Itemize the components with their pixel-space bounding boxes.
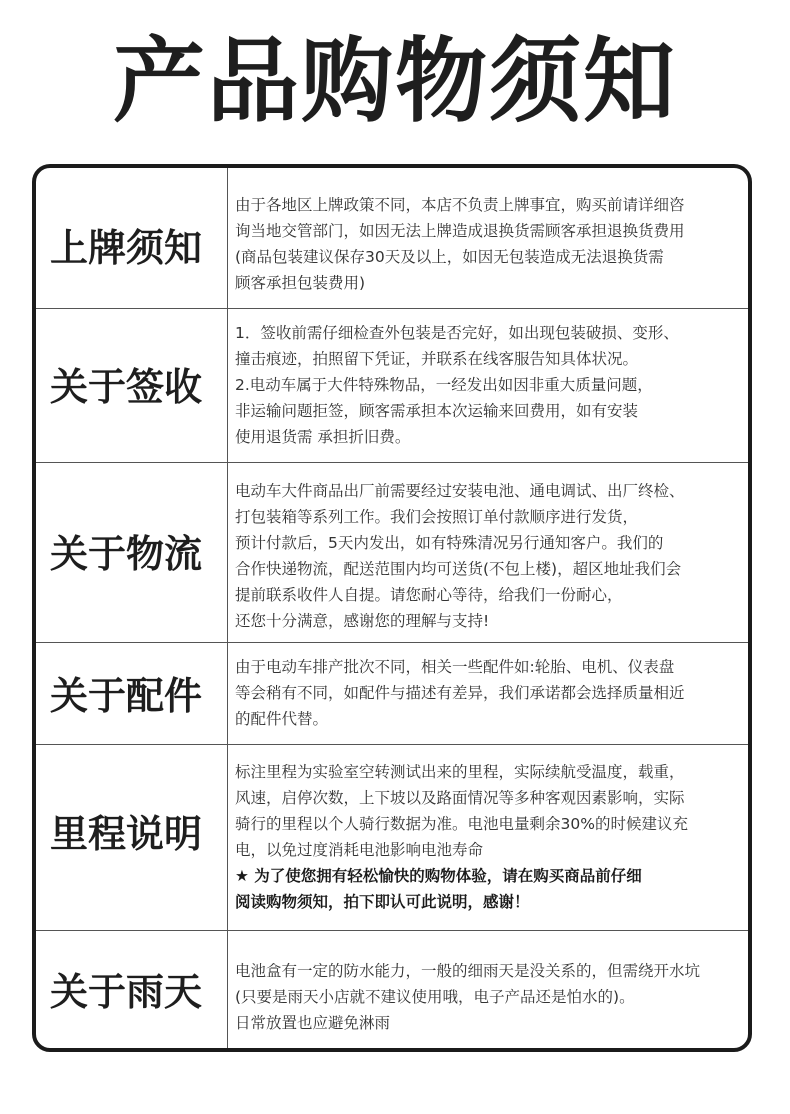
highlight-line: 阅读购物须知，拍下即认可此说明，感谢！ — [235, 893, 530, 911]
section-body-accessories — [235, 654, 743, 732]
section-heading-accessories: 关于配件 — [50, 674, 203, 718]
section-body-logistics — [235, 478, 743, 634]
text-line: 由于电动车排产批次不同，相关一些配件如:轮胎、电机、仪表盘 — [235, 658, 675, 676]
column-divider — [227, 463, 228, 642]
section-heading-mileage: 里程说明 — [50, 812, 203, 856]
section-heading-logistics: 关于物流 — [50, 532, 203, 576]
section-heading-rain: 关于雨天 — [50, 970, 203, 1014]
text-line: 询当地交管部门，如因无法上牌造成退换货需顾客承担退换货费用 — [235, 222, 685, 240]
text-line: 提前联系收件人自提。请您耐心等待，给我们一份耐心， — [235, 586, 623, 604]
text-line: 电，以免过度消耗电池影响电池寿命 — [235, 841, 484, 859]
section-divider — [36, 642, 748, 643]
notice-box — [32, 164, 752, 1052]
text-line: 非运输问题拒签，顾客需承担本次运输来回费用，如有安装 — [235, 402, 639, 420]
text-line: 还您十分满意，感谢您的理解与支持! — [235, 612, 490, 630]
section-body-mileage — [235, 759, 743, 915]
text-line: 1．签收前需仔细检查外包装是否完好，如出现包装破损、变形、 — [235, 324, 679, 342]
text-line: 合作快递物流，配送范围内均可送货(不包上楼)，超区地址我们会 — [235, 560, 682, 578]
text-line: 顾客承担包装费用) — [235, 274, 366, 292]
section-divider — [36, 308, 748, 309]
column-divider — [227, 745, 228, 930]
column-divider — [227, 309, 228, 462]
section-body-license — [235, 192, 743, 296]
page-title: 产品购物须知 — [112, 28, 677, 135]
text-line: 由于各地区上牌政策不同，本店不负责上牌事宜，购买前请详细咨 — [235, 196, 685, 214]
section-body-rain — [235, 958, 743, 1036]
text-line: 打包装箱等系列工作。我们会按照订单付款顺序进行发货， — [235, 508, 639, 526]
section-heading-signing: 关于签收 — [50, 365, 203, 409]
text-line: (商品包装建议保存30天及以上，如因无包装造成无法退换货需 — [235, 248, 664, 266]
text-line: 标注里程为实验室空转测试出来的里程，实际续航受温度，载重， — [235, 763, 685, 781]
section-divider — [36, 462, 748, 463]
text-line: 日常放置也应避免淋雨 — [235, 1014, 391, 1032]
text-line: 的配件代替。 — [235, 710, 329, 728]
text-line: 等会稍有不同，如配件与描述有差异，我们承诺都会选择质量相近 — [235, 684, 685, 702]
section-body-signing — [235, 320, 743, 450]
text-line: 电动车大件商品出厂前需要经过安装电池、通电调试、出厂终检、 — [235, 482, 685, 500]
text-line: 电池盒有一定的防水能力，一般的细雨天是没关系的，但需绕开水坑 — [235, 962, 701, 980]
text-line: 使用退货需 承担折旧费。 — [235, 428, 411, 446]
highlight-line: ★ 为了使您拥有轻松愉快的购物体验，请在购买商品前仔细 — [235, 867, 642, 885]
text-line: 风速，启停次数，上下坡以及路面情况等多种客观因素影响，实际 — [235, 789, 685, 807]
column-divider — [227, 643, 228, 744]
text-line: 2.电动车属于大件特殊物品，一经发出如因非重大质量问题， — [235, 376, 653, 394]
column-divider — [227, 168, 228, 308]
text-line: (只要是雨天小店就不建议使用哦，电子产品还是怕水的)。 — [235, 988, 635, 1006]
text-line: 骑行的里程以个人骑行数据为准。电池电量剩余30%的时候建议充 — [235, 815, 688, 833]
text-line: 预计付款后，5天内发出，如有特殊清况另行通知客户。我们的 — [235, 534, 664, 552]
section-heading-license: 上牌须知 — [50, 226, 203, 270]
text-line: 撞击痕迹，拍照留下凭证，并联系在线客服告知具体状况。 — [235, 350, 639, 368]
column-divider — [227, 931, 228, 1052]
section-divider — [36, 930, 748, 931]
section-divider — [36, 744, 748, 745]
